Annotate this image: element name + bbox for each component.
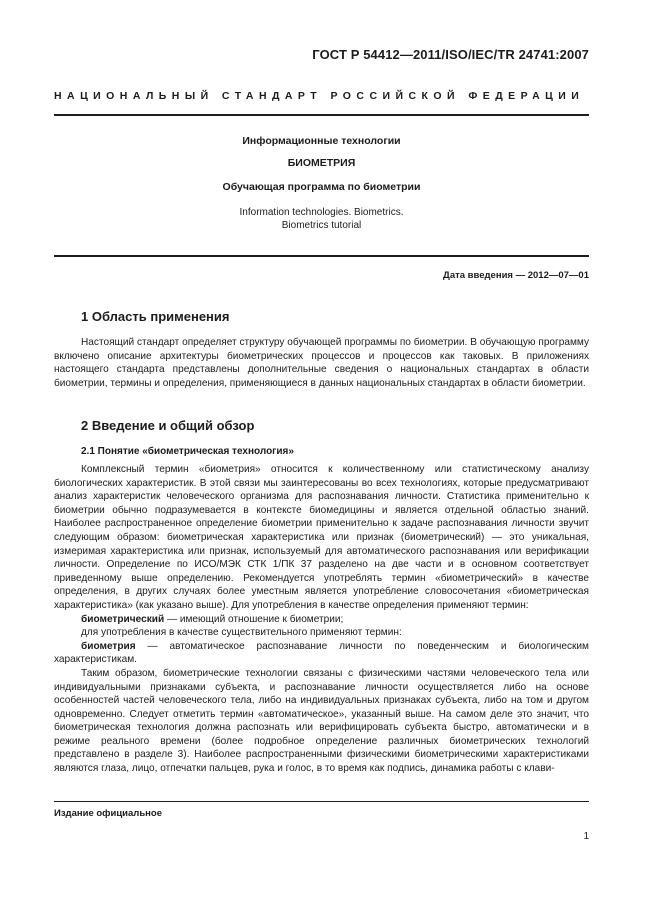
paragraph-noun-usage: для употребления в качестве существительного применяют термин: — [81, 627, 402, 639]
english-title-line-2: Biometrics tutorial — [281, 220, 362, 231]
title-line-3: Обучающая программа по биометрии — [222, 181, 421, 193]
top-divider — [54, 114, 589, 116]
section-2-1-body — [54, 463, 589, 776]
term-biometrics — [54, 640, 589, 667]
term-biometrics-definition: — автоматическое распознавание личности по поведенческим и биологическим характеристикам. — [54, 640, 589, 666]
section-1-body — [54, 336, 589, 390]
footer-divider — [54, 801, 589, 802]
english-title — [54, 206, 589, 232]
paragraph-biometrics-definition: Комплексный термин «биометрия» относится к количественному или статистическому анализу биологических характеристик. В этой связи мы заинтересованы во всех технологиях, которые предусматривают анализ характеристик человеческого организма для распознавания личности. Статистика применительно к биометрии обычно подразумевается в контексте биомедицины и является отдельной областью знаний. Наиболее распространенное определение биометрии применительно к задаче распознавания личности звучит следующим образом: биометрическая характеристика или признак (биометрический) — это уникальная, измеримая характеристика или признак, используемый для автоматического распознавания или верификации личности. Определение по ИСО/МЭК СТК 1/ПК 37 разделено на две части и в основном соответствует приведенному выше определению. Рекомендуется употреблять термин «биометрический» в качестве определения, в других случаях более уместным является употребление словосочетания «биометрическая характеристика» (как указано выше). Для употребления в качестве определения применяют термин: — [54, 464, 589, 611]
national-standard-banner: НАЦИОНАЛЬНЫЙ СТАНДАРТ РОССИЙСКОЙ ФЕДЕРАЦИИ — [54, 90, 585, 102]
date-of-introduction: Дата введения — 2012—07—01 — [443, 270, 589, 281]
official-edition-label: Издание официальное — [54, 808, 162, 819]
title-line-1: Информационные технологии — [242, 135, 401, 147]
section-1-heading: 1 Область применения — [81, 309, 230, 324]
paragraph-biometric-technologies: Таким образом, биометрические технологии связаны с физическими частями человеческого тела или индивидуальными признаками субъекта, и распознавание личности осуществляется либо на основе особенностей частей человеческого тела, либо на индивидуальных признаках субъекта, либо на том и другом одновременно. Следует отметить термин «автоматическое», указанный выше. На самом деле это значит, что биометрическая технология должна распознать или верифицировать субъекта быстро, автоматически и в режиме реального времени (более подробное определение различных биометрических технологий представлено в разделе 3). Наиболее распространенными физическими биометрическими характеристиками являются глаза, лицо, отпечатки пальцев, рука и голос, в то время как подпись, динамика работы с клави- — [54, 667, 589, 775]
term-biometric-definition: — имеющий отношение к биометрии; — [164, 613, 344, 625]
title-line-2: БИОМЕТРИЯ — [287, 157, 356, 169]
section-1-paragraph: Настоящий стандарт определяет структуру обучающей программы по биометрии. В обучающую программу включено описание архитектуры биометрических процессов и процессов как таковых. В приложениях настоящего стандарта представлены дополнительные сведения о национальных стандартах в области биометрии, термины и определения, применяющиеся в данных национальных стандартах в области биометрии. — [54, 337, 589, 389]
page-number: 1 — [583, 831, 589, 842]
section-2-heading: 2 Введение и общий обзор — [81, 418, 255, 433]
term-biometric-word: биометрический — [81, 613, 165, 625]
standard-code: ГОСТ Р 54412—2011/ISO/IEC/TR 24741:2007 — [312, 47, 589, 62]
term-biometrics-word: биометрия — [81, 640, 136, 652]
title-divider — [54, 255, 589, 257]
section-2-1-heading: 2.1 Понятие «биометрическая технология» — [81, 446, 294, 457]
term-biometric — [54, 613, 589, 627]
english-title-line-1: Information technologies. Biometrics. — [239, 207, 404, 218]
